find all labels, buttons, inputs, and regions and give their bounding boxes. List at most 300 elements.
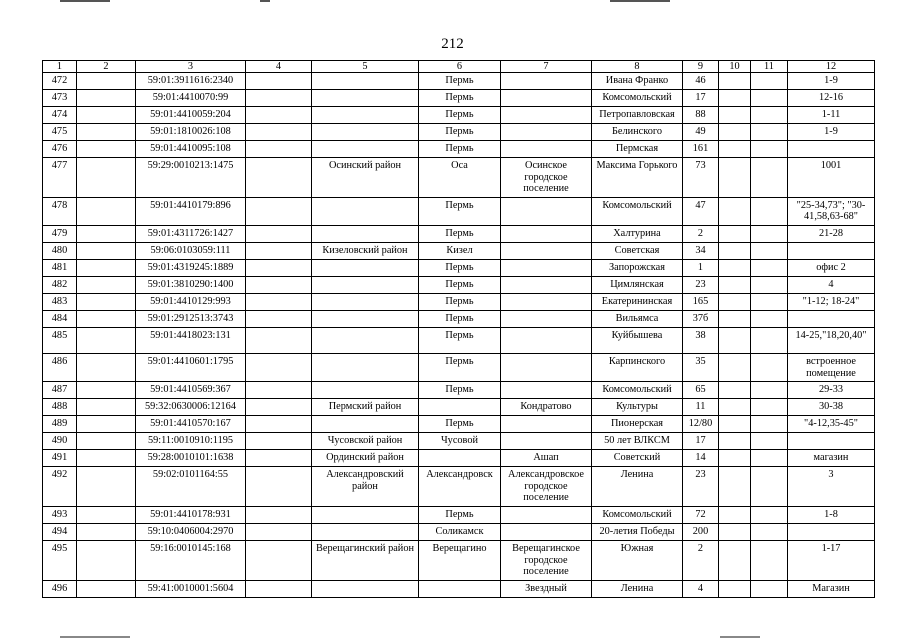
- column-10-cell: [719, 416, 751, 433]
- scan-edge-mark: [60, 636, 130, 638]
- column-11-cell: [751, 416, 788, 433]
- column-10-cell: [719, 382, 751, 399]
- column-11-cell: [751, 433, 788, 450]
- district: Александровский район: [312, 467, 419, 507]
- street: 20-летия Победы: [592, 523, 683, 540]
- settlement: [501, 90, 592, 107]
- street: 50 лет ВЛКСМ: [592, 433, 683, 450]
- column-2-cell: [77, 276, 136, 293]
- column-11-cell: [751, 327, 788, 353]
- row-number: 482: [43, 276, 77, 293]
- column-4-cell: [246, 416, 312, 433]
- column-2-cell: [77, 540, 136, 580]
- district: Кизеловский район: [312, 242, 419, 259]
- house-number: 46: [683, 73, 719, 90]
- street: Комсомольский: [592, 382, 683, 399]
- street: Екатерининская: [592, 293, 683, 310]
- settlement: [501, 433, 592, 450]
- column-2-cell: [77, 433, 136, 450]
- settlement: Кондратово: [501, 399, 592, 416]
- column-10-cell: [719, 141, 751, 158]
- column-2-cell: [77, 73, 136, 90]
- table-row: [43, 580, 875, 597]
- table-row: [43, 382, 875, 399]
- district: [312, 276, 419, 293]
- row-number: 491: [43, 450, 77, 467]
- premises: 1-8: [788, 506, 875, 523]
- district: [312, 523, 419, 540]
- premises: [788, 310, 875, 327]
- column-11-cell: [751, 158, 788, 198]
- column-11-cell: [751, 506, 788, 523]
- column-4-cell: [246, 310, 312, 327]
- row-number: 472: [43, 73, 77, 90]
- premises: 1-9: [788, 73, 875, 90]
- column-10-cell: [719, 293, 751, 310]
- column-4-cell: [246, 158, 312, 198]
- street: Халтурина: [592, 225, 683, 242]
- column-4-cell: [246, 433, 312, 450]
- column-4-cell: [246, 90, 312, 107]
- city: [419, 580, 501, 597]
- column-number-7: 7: [501, 61, 592, 73]
- city: Пермь: [419, 276, 501, 293]
- street: Ленина: [592, 467, 683, 507]
- column-4-cell: [246, 293, 312, 310]
- street: Ленина: [592, 580, 683, 597]
- row-number: 481: [43, 259, 77, 276]
- city: [419, 450, 501, 467]
- premises: 21-28: [788, 225, 875, 242]
- house-number: 2: [683, 225, 719, 242]
- column-10-cell: [719, 107, 751, 124]
- house-number: 17: [683, 433, 719, 450]
- cadastral-number: 59:01:3911616:2340: [136, 73, 246, 90]
- cadastral-number: 59:01:4410059:204: [136, 107, 246, 124]
- row-number: 490: [43, 433, 77, 450]
- premises: встроенное помещение: [788, 353, 875, 381]
- column-10-cell: [719, 327, 751, 353]
- settlement: [501, 353, 592, 381]
- column-11-cell: [751, 107, 788, 124]
- column-number-5: 5: [312, 61, 419, 73]
- premises: 4: [788, 276, 875, 293]
- house-number: 88: [683, 107, 719, 124]
- column-2-cell: [77, 90, 136, 107]
- cadastral-number: 59:06:0103059:111: [136, 242, 246, 259]
- column-4-cell: [246, 353, 312, 381]
- cadastral-number: 59:01:4410178:931: [136, 506, 246, 523]
- district: [312, 197, 419, 225]
- city: Пермь: [419, 90, 501, 107]
- premises: [788, 523, 875, 540]
- row-number: 489: [43, 416, 77, 433]
- scan-edge-mark: [60, 0, 110, 2]
- column-2-cell: [77, 353, 136, 381]
- column-number-11: 11: [751, 61, 788, 73]
- district: [312, 580, 419, 597]
- district: [312, 416, 419, 433]
- column-10-cell: [719, 158, 751, 198]
- city: Пермь: [419, 107, 501, 124]
- house-number: 72: [683, 506, 719, 523]
- column-11-cell: [751, 293, 788, 310]
- street: Куйбышева: [592, 327, 683, 353]
- column-4-cell: [246, 506, 312, 523]
- row-number: 488: [43, 399, 77, 416]
- street: Культуры: [592, 399, 683, 416]
- city: Пермь: [419, 124, 501, 141]
- column-11-cell: [751, 310, 788, 327]
- house-number: 23: [683, 467, 719, 507]
- column-number-3: 3: [136, 61, 246, 73]
- registry-table: [42, 60, 875, 598]
- street: Южная: [592, 540, 683, 580]
- table-row: [43, 259, 875, 276]
- row-number: 479: [43, 225, 77, 242]
- column-11-cell: [751, 73, 788, 90]
- row-number: 475: [43, 124, 77, 141]
- column-11-cell: [751, 580, 788, 597]
- column-10-cell: [719, 197, 751, 225]
- settlement: Звездный: [501, 580, 592, 597]
- column-11-cell: [751, 259, 788, 276]
- district: [312, 353, 419, 381]
- cadastral-number: 59:01:4418023:131: [136, 327, 246, 353]
- table-row: [43, 353, 875, 381]
- settlement: Александровское городское поселение: [501, 467, 592, 507]
- column-10-cell: [719, 73, 751, 90]
- district: [312, 327, 419, 353]
- column-4-cell: [246, 399, 312, 416]
- settlement: [501, 225, 592, 242]
- premises: "4-12,35-45": [788, 416, 875, 433]
- row-number: 486: [43, 353, 77, 381]
- scan-edge-mark: [720, 636, 760, 638]
- column-2-cell: [77, 158, 136, 198]
- table-row: [43, 90, 875, 107]
- house-number: 38: [683, 327, 719, 353]
- cadastral-number: 59:01:2912513:3743: [136, 310, 246, 327]
- table-row: [43, 158, 875, 198]
- column-11-cell: [751, 242, 788, 259]
- house-number: 23: [683, 276, 719, 293]
- settlement: [501, 276, 592, 293]
- house-number: 34: [683, 242, 719, 259]
- street: Карпинского: [592, 353, 683, 381]
- district: Пермский район: [312, 399, 419, 416]
- district: [312, 124, 419, 141]
- column-4-cell: [246, 225, 312, 242]
- column-4-cell: [246, 382, 312, 399]
- settlement: [501, 310, 592, 327]
- table-row: [43, 327, 875, 353]
- city: Пермь: [419, 197, 501, 225]
- row-number: 477: [43, 158, 77, 198]
- column-10-cell: [719, 124, 751, 141]
- cadastral-number: 59:28:0010101:1638: [136, 450, 246, 467]
- cadastral-number: 59:01:4410601:1795: [136, 353, 246, 381]
- table-row: [43, 310, 875, 327]
- column-4-cell: [246, 540, 312, 580]
- row-number: 485: [43, 327, 77, 353]
- column-10-cell: [719, 433, 751, 450]
- row-number: 487: [43, 382, 77, 399]
- row-number: 492: [43, 467, 77, 507]
- column-11-cell: [751, 467, 788, 507]
- table-row: [43, 433, 875, 450]
- column-number-4: 4: [246, 61, 312, 73]
- row-number: 495: [43, 540, 77, 580]
- cadastral-number: 59:01:1810026:108: [136, 124, 246, 141]
- city: Пермь: [419, 310, 501, 327]
- district: [312, 259, 419, 276]
- street: Цимлянская: [592, 276, 683, 293]
- district: [312, 310, 419, 327]
- column-4-cell: [246, 124, 312, 141]
- house-number: 1: [683, 259, 719, 276]
- city: Александровск: [419, 467, 501, 507]
- district: [312, 107, 419, 124]
- district: [312, 382, 419, 399]
- table-row: [43, 242, 875, 259]
- column-11-cell: [751, 90, 788, 107]
- column-4-cell: [246, 141, 312, 158]
- column-10-cell: [719, 540, 751, 580]
- column-10-cell: [719, 90, 751, 107]
- column-number-row: [43, 61, 875, 73]
- premises: 1001: [788, 158, 875, 198]
- settlement: [501, 107, 592, 124]
- premises: офис 2: [788, 259, 875, 276]
- premises: 14-25,"18,20,40": [788, 327, 875, 353]
- cadastral-number: 59:01:4410179:896: [136, 197, 246, 225]
- table-row: [43, 197, 875, 225]
- column-10-cell: [719, 506, 751, 523]
- column-4-cell: [246, 580, 312, 597]
- district: [312, 141, 419, 158]
- table-row: [43, 124, 875, 141]
- premises: "1-12; 18-24": [788, 293, 875, 310]
- street: Петропавловская: [592, 107, 683, 124]
- house-number: 161: [683, 141, 719, 158]
- city: Пермь: [419, 141, 501, 158]
- row-number: 480: [43, 242, 77, 259]
- row-number: 474: [43, 107, 77, 124]
- settlement: [501, 259, 592, 276]
- column-2-cell: [77, 523, 136, 540]
- table-row: [43, 506, 875, 523]
- street: Советская: [592, 242, 683, 259]
- house-number: 65: [683, 382, 719, 399]
- city: Верещагино: [419, 540, 501, 580]
- premises: магазин: [788, 450, 875, 467]
- column-2-cell: [77, 327, 136, 353]
- row-number: 484: [43, 310, 77, 327]
- column-2-cell: [77, 141, 136, 158]
- cadastral-number: 59:41:0010001:5604: [136, 580, 246, 597]
- column-2-cell: [77, 225, 136, 242]
- column-11-cell: [751, 225, 788, 242]
- settlement: Осинское городское поселение: [501, 158, 592, 198]
- city: Пермь: [419, 259, 501, 276]
- street: Пермская: [592, 141, 683, 158]
- column-10-cell: [719, 580, 751, 597]
- cadastral-number: 59:01:4410570:167: [136, 416, 246, 433]
- column-10-cell: [719, 276, 751, 293]
- column-4-cell: [246, 197, 312, 225]
- row-number: 476: [43, 141, 77, 158]
- table-row: [43, 450, 875, 467]
- column-4-cell: [246, 276, 312, 293]
- city: Оса: [419, 158, 501, 198]
- column-2-cell: [77, 197, 136, 225]
- city: Пермь: [419, 353, 501, 381]
- column-2-cell: [77, 259, 136, 276]
- column-10-cell: [719, 259, 751, 276]
- column-4-cell: [246, 242, 312, 259]
- street: Белинского: [592, 124, 683, 141]
- column-11-cell: [751, 276, 788, 293]
- column-11-cell: [751, 450, 788, 467]
- settlement: [501, 382, 592, 399]
- column-number-12: 12: [788, 61, 875, 73]
- cadastral-number: 59:01:4319245:1889: [136, 259, 246, 276]
- premises: 1-17: [788, 540, 875, 580]
- premises: 1-9: [788, 124, 875, 141]
- table-row: [43, 276, 875, 293]
- cadastral-number: 59:01:4410129:993: [136, 293, 246, 310]
- column-10-cell: [719, 242, 751, 259]
- district: Ординский район: [312, 450, 419, 467]
- settlement: [501, 293, 592, 310]
- table-row: [43, 107, 875, 124]
- row-number: 473: [43, 90, 77, 107]
- city: [419, 399, 501, 416]
- table-row: [43, 540, 875, 580]
- column-2-cell: [77, 467, 136, 507]
- column-11-cell: [751, 382, 788, 399]
- column-4-cell: [246, 467, 312, 507]
- cadastral-number: 59:01:3810290:1400: [136, 276, 246, 293]
- street: Максима Горького: [592, 158, 683, 198]
- column-11-cell: [751, 353, 788, 381]
- settlement: [501, 506, 592, 523]
- column-number-1: 1: [43, 61, 77, 73]
- column-2-cell: [77, 242, 136, 259]
- table-row: [43, 225, 875, 242]
- settlement: [501, 327, 592, 353]
- cadastral-number: 59:02:0101164:55: [136, 467, 246, 507]
- column-2-cell: [77, 107, 136, 124]
- column-4-cell: [246, 523, 312, 540]
- column-11-cell: [751, 124, 788, 141]
- house-number: 37б: [683, 310, 719, 327]
- house-number: 11: [683, 399, 719, 416]
- column-10-cell: [719, 450, 751, 467]
- premises: [788, 433, 875, 450]
- settlement: Ашап: [501, 450, 592, 467]
- row-number: 493: [43, 506, 77, 523]
- district: [312, 293, 419, 310]
- premises: 29-33: [788, 382, 875, 399]
- city: Пермь: [419, 327, 501, 353]
- premises: [788, 242, 875, 259]
- column-10-cell: [719, 399, 751, 416]
- premises: "25-34,73"; "30-41,58,63-68": [788, 197, 875, 225]
- cadastral-number: 59:01:4410095:108: [136, 141, 246, 158]
- table-row: [43, 141, 875, 158]
- street: Комсомольский: [592, 506, 683, 523]
- street: Вильямса: [592, 310, 683, 327]
- house-number: 2: [683, 540, 719, 580]
- cadastral-number: 59:01:4410569:367: [136, 382, 246, 399]
- column-10-cell: [719, 523, 751, 540]
- column-10-cell: [719, 353, 751, 381]
- district: Верещагинский район: [312, 540, 419, 580]
- street: Комсомольский: [592, 197, 683, 225]
- house-number: 49: [683, 124, 719, 141]
- street: Запорожская: [592, 259, 683, 276]
- premises: 1-11: [788, 107, 875, 124]
- column-2-cell: [77, 124, 136, 141]
- table-row: [43, 399, 875, 416]
- district: Чусовской район: [312, 433, 419, 450]
- district: [312, 225, 419, 242]
- house-number: 14: [683, 450, 719, 467]
- row-number: 478: [43, 197, 77, 225]
- table-row: [43, 467, 875, 507]
- street: Советский: [592, 450, 683, 467]
- premises: 3: [788, 467, 875, 507]
- column-11-cell: [751, 399, 788, 416]
- column-2-cell: [77, 399, 136, 416]
- column-2-cell: [77, 416, 136, 433]
- settlement: [501, 124, 592, 141]
- premises: Магазин: [788, 580, 875, 597]
- column-2-cell: [77, 506, 136, 523]
- settlement: [501, 73, 592, 90]
- column-10-cell: [719, 467, 751, 507]
- column-10-cell: [719, 225, 751, 242]
- city: Соликамск: [419, 523, 501, 540]
- column-number-2: 2: [77, 61, 136, 73]
- street: Ивана Франко: [592, 73, 683, 90]
- city: Пермь: [419, 73, 501, 90]
- column-4-cell: [246, 450, 312, 467]
- settlement: [501, 416, 592, 433]
- column-2-cell: [77, 580, 136, 597]
- settlement: [501, 242, 592, 259]
- column-2-cell: [77, 450, 136, 467]
- settlement: [501, 141, 592, 158]
- column-number-8: 8: [592, 61, 683, 73]
- row-number: 496: [43, 580, 77, 597]
- cadastral-number: 59:01:4311726:1427: [136, 225, 246, 242]
- city: Пермь: [419, 506, 501, 523]
- column-4-cell: [246, 327, 312, 353]
- house-number: 12/80: [683, 416, 719, 433]
- scan-edge-mark: [610, 0, 670, 2]
- premises: 30-38: [788, 399, 875, 416]
- column-4-cell: [246, 259, 312, 276]
- settlement: Верещагинское городское поселение: [501, 540, 592, 580]
- city: Кизел: [419, 242, 501, 259]
- row-number: 494: [43, 523, 77, 540]
- scan-edge-mark: [260, 0, 270, 2]
- column-number-10: 10: [719, 61, 751, 73]
- column-11-cell: [751, 540, 788, 580]
